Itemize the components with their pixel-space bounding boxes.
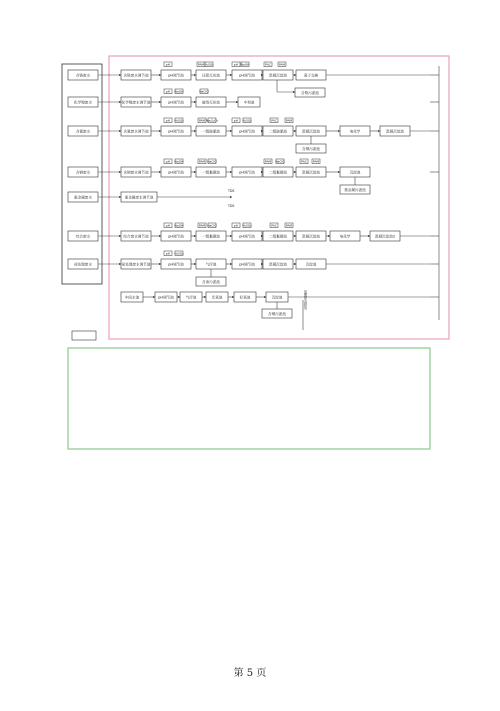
reagent-label: NaOH [174,223,184,228]
process-label: 含铜污泥池 [268,312,286,317]
process-label: pH调节池 [168,170,184,175]
reagent-label: pH [233,223,239,228]
reagent-label: NaOH [240,62,250,67]
process-label: 混凝沉淀池 [302,170,320,175]
process-label: 重金属废水调节池 [124,195,154,200]
process-label: pH调节池 [168,73,184,78]
process-label: 一级絮凝池 [202,234,220,239]
reagent-label: pH [165,159,171,164]
reagent-label: PAM [198,159,206,164]
process-label: pH调节池 [239,129,255,134]
process-label: 含铜废水 [75,170,91,175]
process-label: 一级絮凝池 [202,170,220,175]
reagent-label: H₂SO₄ [242,118,252,123]
reagent-label: NaClO [207,223,217,228]
reagent-label: pH [165,89,171,94]
process-label: pH调节池 [168,129,184,134]
process-label: 混凝沉淀池 [269,73,287,78]
process-label: 含铬污泥池 [301,91,319,96]
annotation-text: TDS [228,189,235,193]
reagent-label: NaOH [174,159,184,164]
process-label: 好氧池 [239,295,251,300]
process-label: pH调节池 [168,100,184,105]
process-label: 电化学 [339,234,351,239]
process-label: 含铜污泥池 [302,147,320,152]
process-label: 综合废水 [75,234,91,239]
process-label: 气浮池 [205,262,217,267]
reagent-label: H₂SO₄ [174,251,184,256]
process-label: 混凝沉淀池 [269,262,287,267]
process-label: 化学镍废水 [74,100,92,105]
process-label: 化学镍废水调节池 [121,100,151,105]
process-label: 沉淀池 [305,262,317,267]
reagent-label: pH [165,251,171,256]
process-label: 含铬废水调节池 [123,73,149,78]
process-label: pH调节池 [239,73,255,78]
reagent-label: PAM [198,118,206,123]
reagent-label: pH [165,118,171,123]
reagent-label: PAM [264,159,272,164]
process-label: 混凝沉淀池 [386,129,404,134]
process-label: 含铬废水 [75,73,91,78]
reagent-label: PAM [278,62,286,67]
reagent-label: H₂SO₄ [204,62,214,67]
process-label: 中间水池 [124,295,140,300]
reuse-dashed-box [72,331,96,340]
reagent-label: pH [165,223,171,228]
process-label: pH调节池 [239,234,255,239]
process-label: 二级破氰池 [269,129,287,134]
process-label: 电化学 [349,129,361,134]
process-label: 混凝沉淀池 [302,129,320,134]
reagent-label: PAM [312,159,320,164]
process-label: 厌氧池 [211,295,223,300]
central-treatment-zone [68,348,430,449]
process-label: 重金属废水 [74,195,92,200]
reagent-label: NaClO [207,159,217,164]
reagent-label: H₂SO₄ [242,223,252,228]
process-label: 含油污泥池 [202,280,220,285]
process-label: pH调节池 [239,262,255,267]
process-label: 重金属污泥池 [344,188,366,193]
reagent-label: NaClO [275,159,285,164]
process-label: pH调节池 [158,295,174,300]
process-label: 前处理废水调节池 [121,262,151,267]
process-label: 离子交换 [303,73,319,78]
process-label: 前处理废水 [74,262,92,267]
process-label: 含氰废水 [75,129,91,134]
reagent-label: pH [165,62,171,67]
process-label: 破络反应池 [202,100,220,105]
process-label: 二级絮凝池 [269,170,287,175]
reagent-label: PAM [285,223,293,228]
reagent-label: PAC [271,223,277,228]
process-label: 混凝沉淀池2 [374,234,396,239]
process-label: 二级絮凝池 [269,234,287,239]
process-label: 沉淀池 [271,295,283,300]
reagent-label: Na₂S₂O₅ [206,118,218,123]
reagent-label: NaOH [174,89,184,94]
process-label: 还原反应池 [202,73,220,78]
reagent-label: PAM [197,62,205,67]
process-label: pH调节池 [239,170,255,175]
reagent-label: PAM [198,223,206,228]
reagent-label: H₂SO₄ [174,118,184,123]
process-label: 一级破氰池 [202,129,220,134]
annotation-text: TDS [228,204,235,208]
reagent-label: PAC [271,118,277,123]
page-number: 第 5 页 [233,668,267,679]
process-label: 含铜废水调节池 [123,170,149,175]
process-label: 沉淀池 [349,170,361,175]
reagent-label: pH [233,118,239,123]
process-label: pH调节池 [168,234,184,239]
process-label: 含氰废水调节池 [123,129,149,134]
reagent-label: PAM [285,118,293,123]
process-label: 气浮池 [185,295,197,300]
reagent-label: PAC [301,159,307,164]
annotation-text: 电镀废水排放 [303,290,307,310]
reagent-label: NaClO [199,89,209,94]
process-label: 综合废水调节池 [123,234,149,239]
reagent-label: PAC [265,62,271,67]
process-label: pH调节池 [168,262,184,267]
process-label: 中和池 [243,100,255,105]
reagent-label: pH [233,62,239,67]
process-label: 混凝沉淀池 [302,234,320,239]
